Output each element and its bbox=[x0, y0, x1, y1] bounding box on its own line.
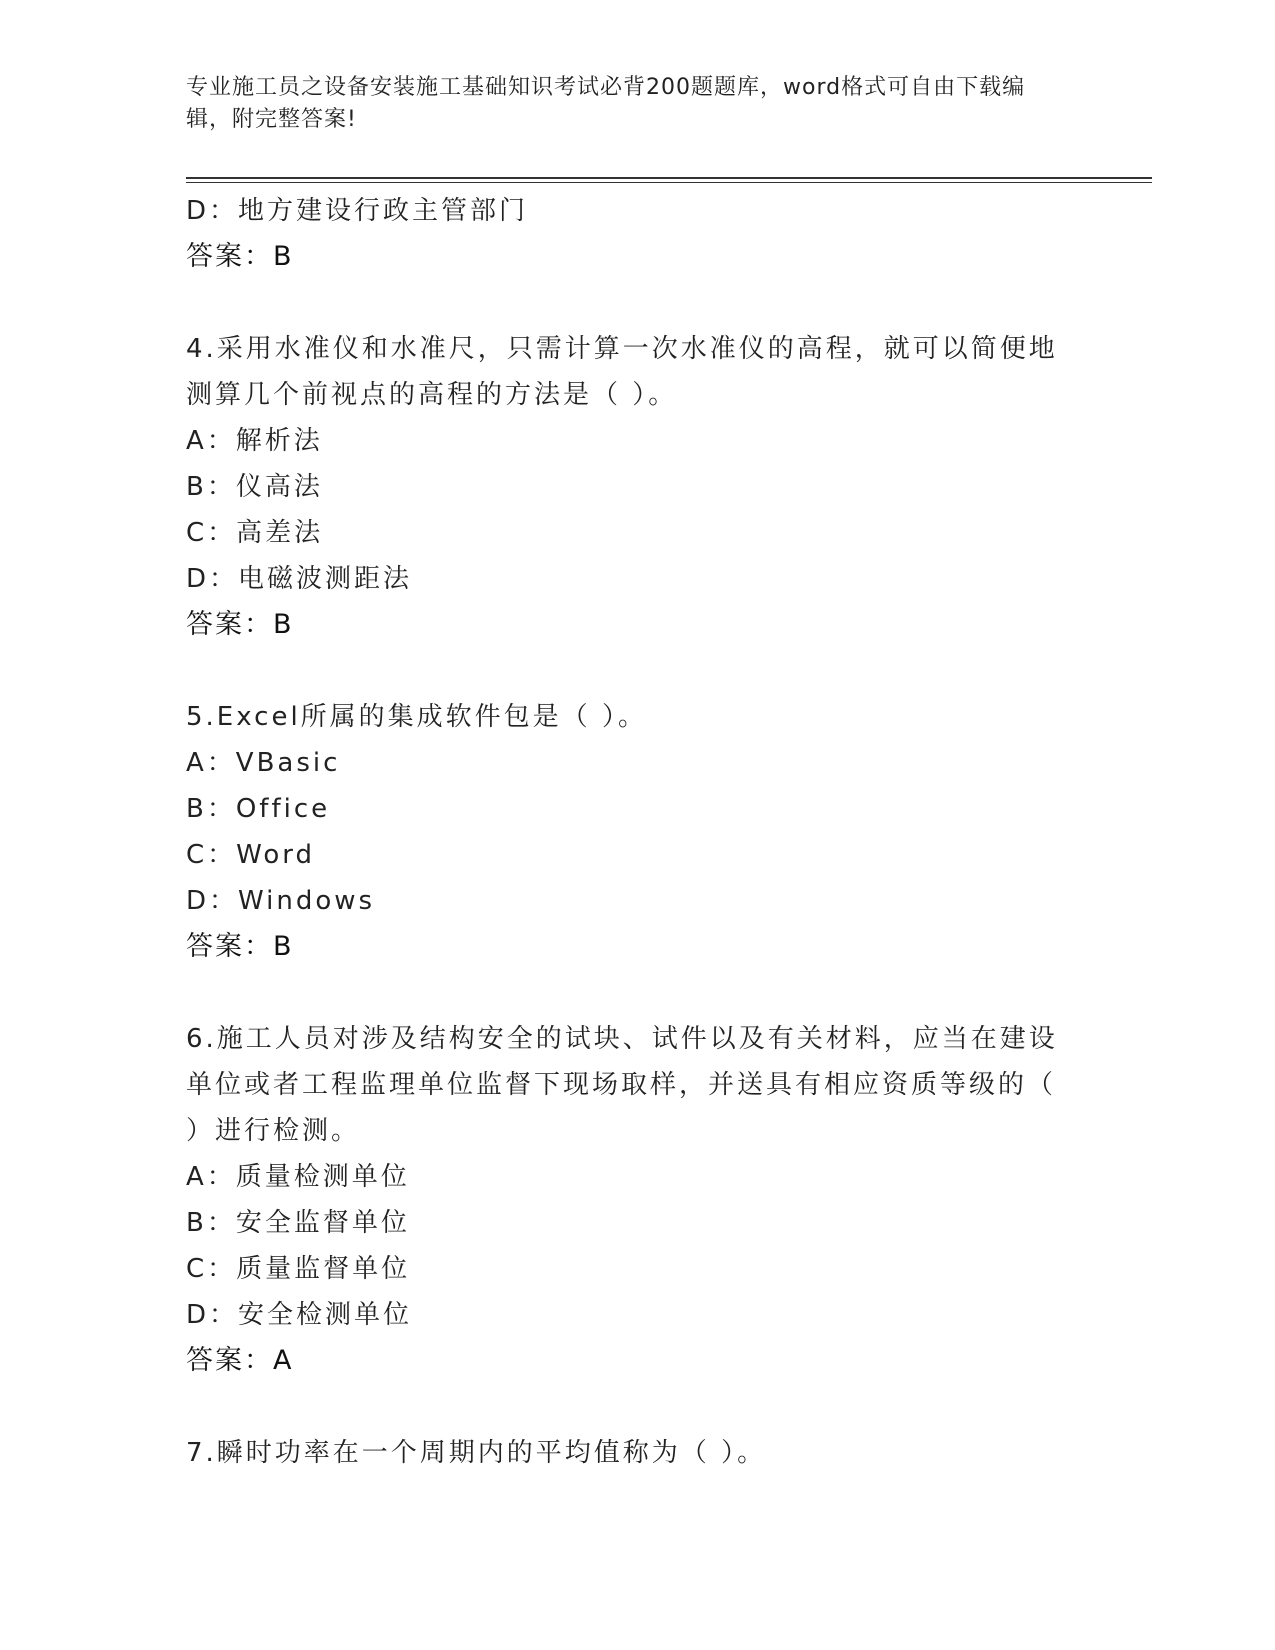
document-header: 专业施工员之设备安装施工基础知识考试必背200题题库，word格式可自由下载编辑，附完整答案! bbox=[186, 75, 1026, 132]
q5-option-d: D：Windows bbox=[186, 886, 376, 916]
q4-option-c: C：高差法 bbox=[186, 518, 324, 548]
spacer bbox=[186, 1384, 1066, 1430]
q5-option-b: B：Office bbox=[186, 794, 331, 824]
q5-option-a: A：VBasic bbox=[186, 748, 341, 778]
q3-answer: 答案：B bbox=[186, 241, 294, 272]
q6-option-b: B：安全监督单位 bbox=[186, 1208, 410, 1238]
q4-stem-line-2: 测算几个前视点的高程的方法是（ ）。 bbox=[186, 380, 678, 410]
q4-stem-line-1: 4.采用水准仪和水准尺，只需计算一次水准仪的高程，就可以简便地 bbox=[186, 334, 1058, 364]
header-rule-thick bbox=[186, 177, 1152, 179]
q4-answer: 答案：B bbox=[186, 609, 294, 640]
q4-option-a: A：解析法 bbox=[186, 426, 323, 456]
q4-option-b: B：仪高法 bbox=[186, 472, 323, 502]
q6-stem-line-2: 单位或者工程监理单位监督下现场取样，并送具有相应资质等级的（ bbox=[186, 1070, 1057, 1100]
q6-stem-line-1: 6.施工人员对涉及结构安全的试块、试件以及有关材料，应当在建设 bbox=[186, 1024, 1058, 1054]
question-list bbox=[186, 188, 1066, 1476]
q5-answer: 答案：B bbox=[186, 931, 294, 962]
q7-stem-line-1: 7.瞬时功率在一个周期内的平均值称为（ ）。 bbox=[186, 1438, 767, 1468]
q6-option-c: C：质量监督单位 bbox=[186, 1254, 411, 1284]
q6-answer: 答案：A bbox=[186, 1345, 294, 1376]
q6-stem-line-3: ）进行检测。 bbox=[186, 1116, 361, 1146]
q4-option-d: D：电磁波测距法 bbox=[186, 564, 413, 594]
spacer bbox=[186, 648, 1066, 694]
q5-option-c: C：Word bbox=[186, 840, 315, 870]
spacer bbox=[186, 970, 1066, 1016]
q3-option-d: D：地方建设行政主管部门 bbox=[186, 196, 529, 226]
header-rule-thin bbox=[186, 182, 1152, 183]
q5-stem-line-1: 5.Excel所属的集成软件包是（ ）。 bbox=[186, 702, 647, 732]
q6-option-d: D：安全检测单位 bbox=[186, 1300, 413, 1330]
spacer bbox=[186, 280, 1066, 326]
q6-option-a: A：质量检测单位 bbox=[186, 1162, 410, 1192]
